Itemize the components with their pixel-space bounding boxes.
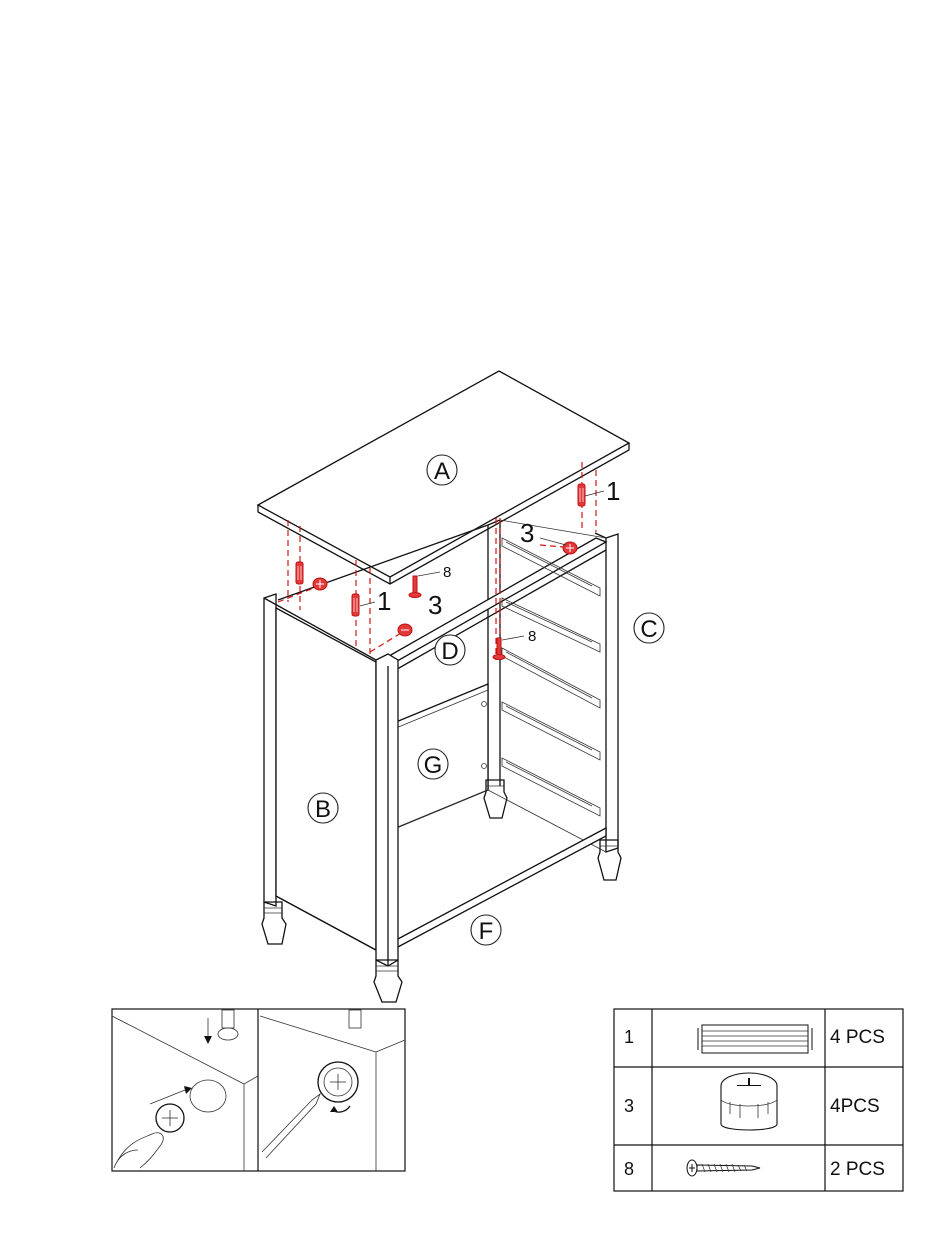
svg-text:F: F [478,918,494,945]
side-panel-b [264,594,376,950]
label-d [435,635,465,665]
callout-dowel-right: 1 [606,476,621,506]
part-number: 3 [624,1096,635,1116]
part-quantity: 2 PCS [830,1159,885,1180]
svg-text:A: A [433,458,451,485]
part-quantity: 4 PCS [830,1027,885,1048]
hardware-dowel-right [578,484,585,506]
svg-text:D: D [441,638,459,665]
label-a [427,455,457,485]
cam-lock-detail-inset [112,1009,405,1171]
callout-screw-top: 8 [443,564,452,581]
label-c [634,613,664,643]
part-number: 1 [624,1027,635,1047]
label-f [471,915,501,945]
svg-text:G: G [423,752,443,779]
front-left-post [376,654,398,966]
hardware-dowel-mid [352,594,359,616]
callout-screw-mid: 8 [528,628,537,645]
callout-cam-left: 3 [428,590,443,620]
part-number: 8 [624,1159,635,1179]
part-quantity: 4PCS [830,1096,880,1117]
svg-text:C: C [640,616,658,643]
cam-lock-icon [721,1073,777,1130]
drawer-slides [502,538,600,816]
callout-cam-right: 3 [520,518,535,548]
parts-table [614,1009,903,1191]
label-b [308,793,338,823]
hardware-screw-top [409,576,421,598]
hardware-cam-left [313,578,327,590]
hardware-cam-mid [398,624,412,636]
svg-text:B: B [314,796,332,823]
hardware-dowel-left [296,562,303,584]
wood-dowel-icon [698,1025,812,1053]
hardware-cam-right [563,542,577,554]
label-g [418,749,448,779]
callout-dowel-left: 1 [377,586,392,616]
